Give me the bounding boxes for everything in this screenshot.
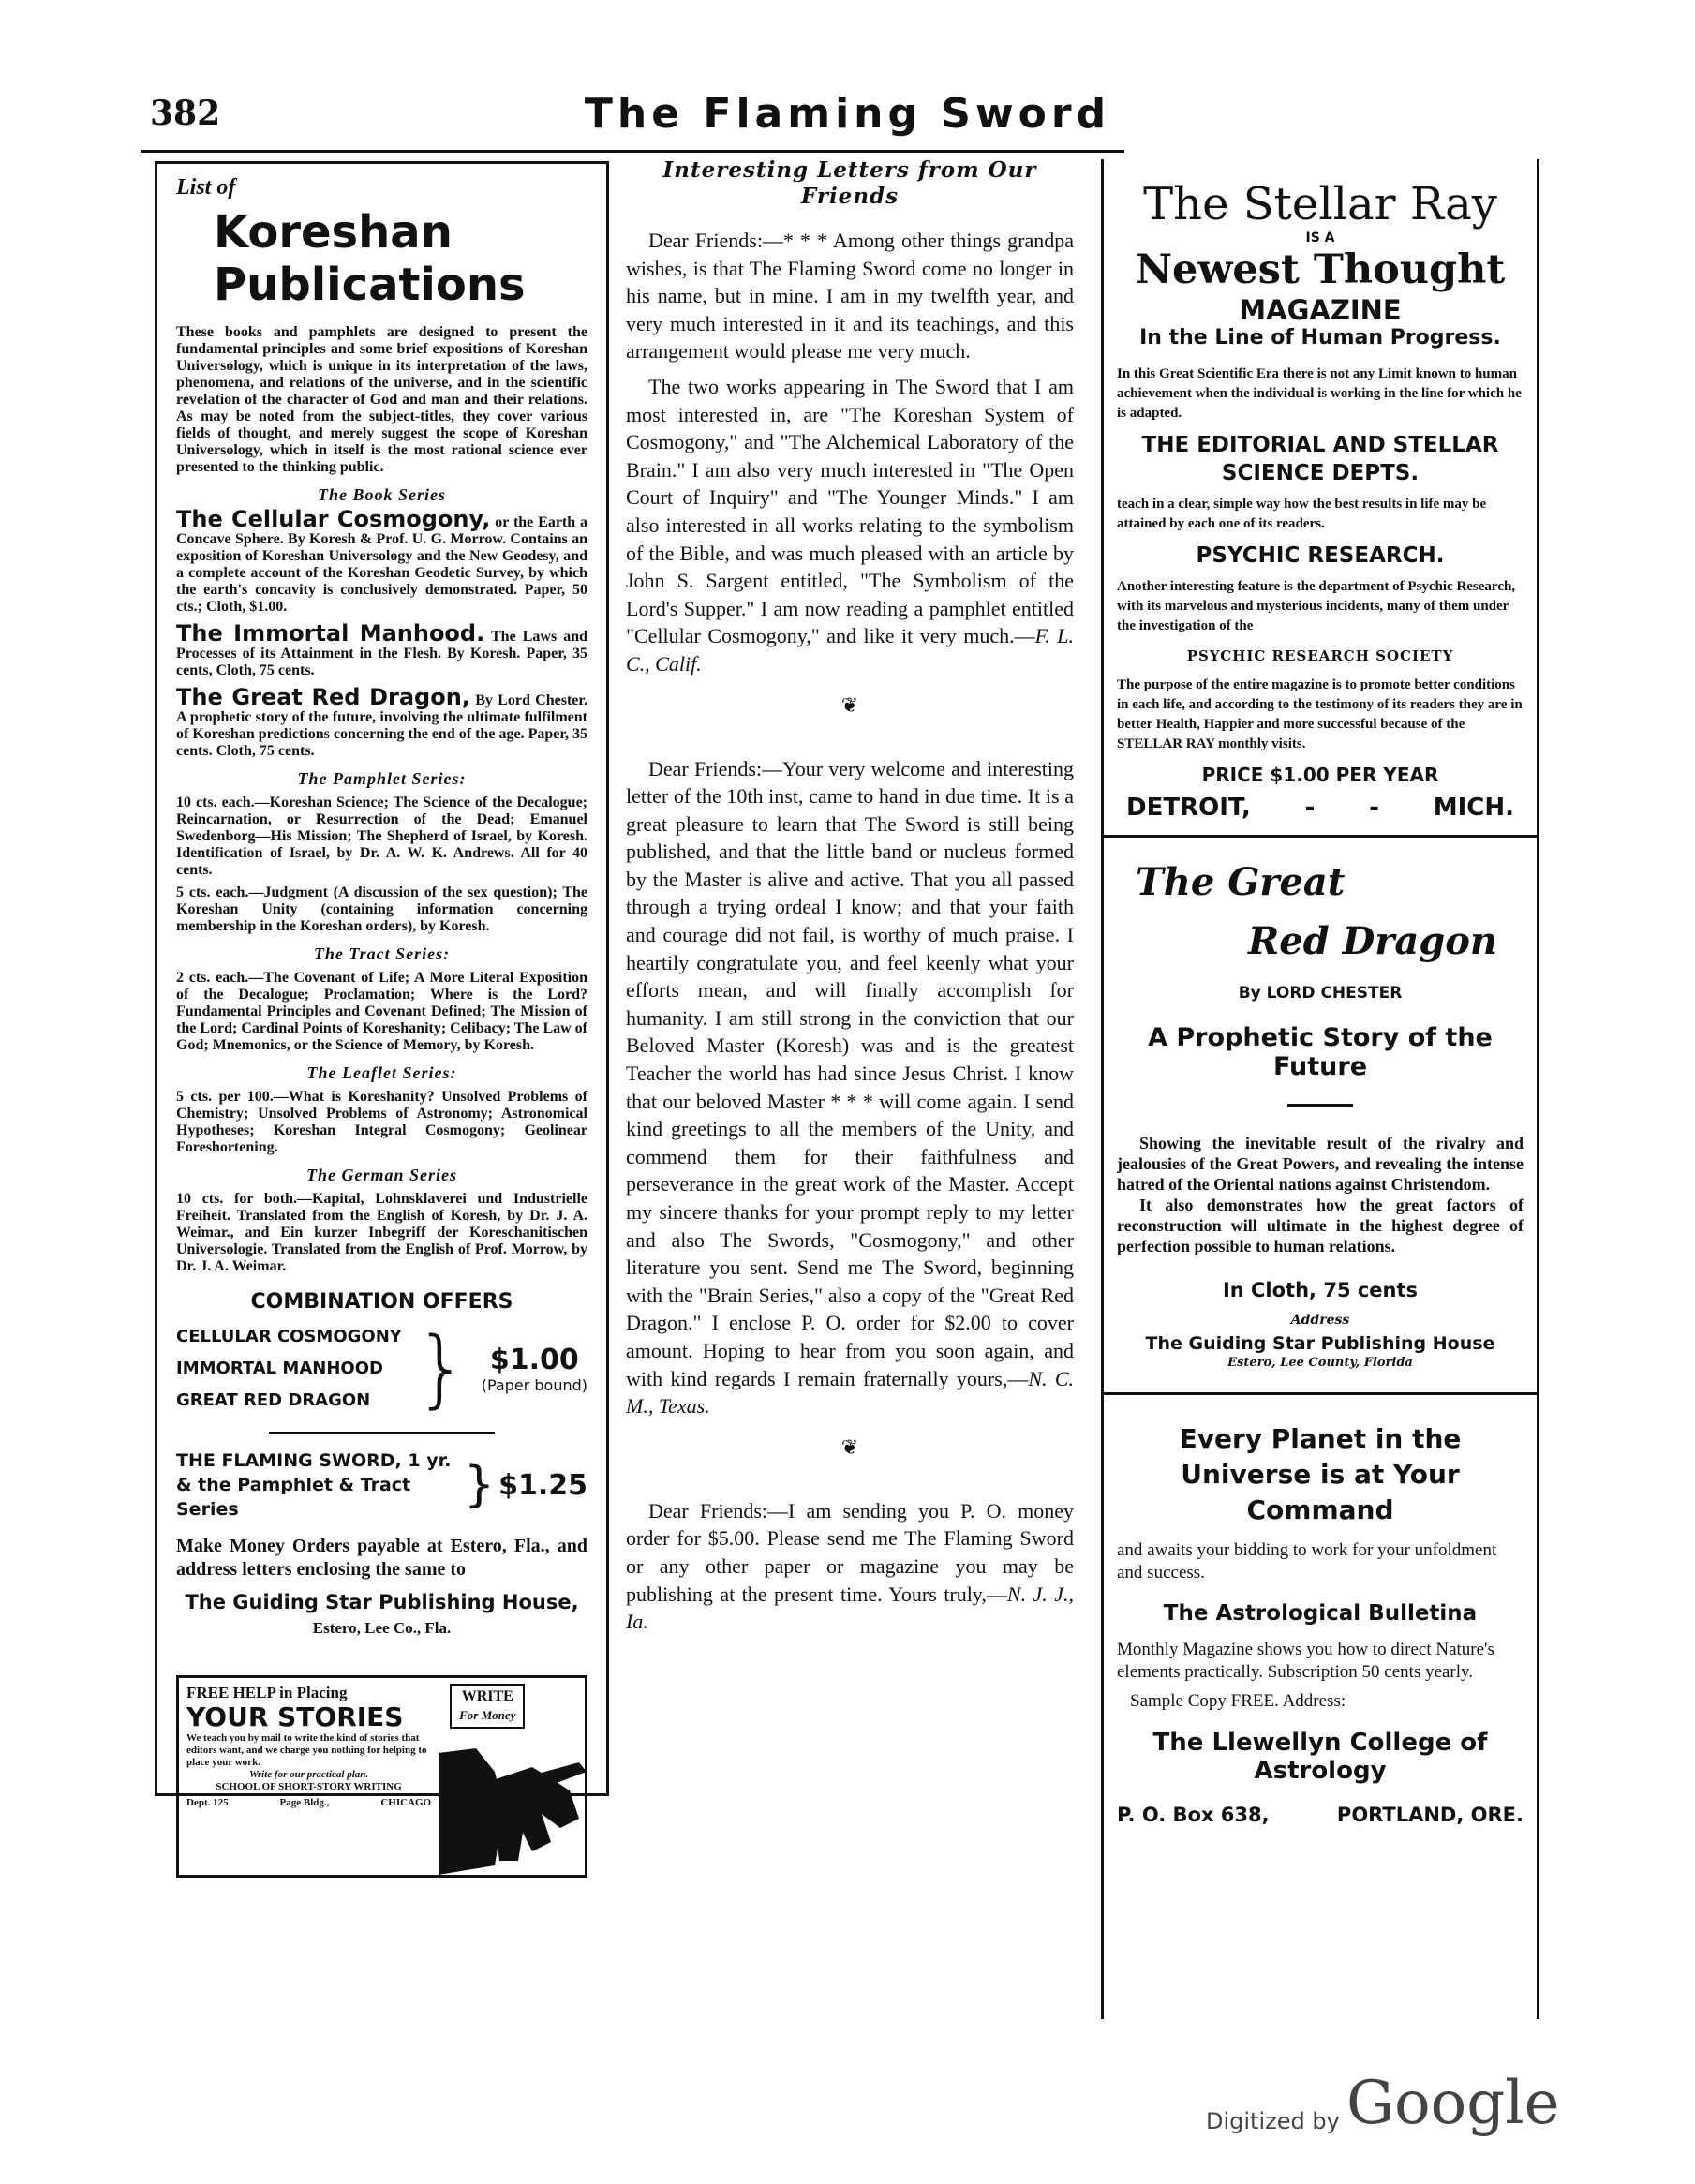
ad-dept: Dept. 125 [186, 1797, 229, 1808]
stellar-ray-title: The Stellar Ray [1143, 178, 1497, 230]
letter-paragraph [626, 1497, 1074, 1636]
combo-note: (Paper bound) [481, 1376, 587, 1394]
letter-paragraph [626, 373, 1074, 678]
ad-line1: FREE HELP in Placing [186, 1684, 348, 1701]
letter-paragraph: Dear Friends:—* * * Among other things grandpa wishes, is that The Flaming Sword come no longer in his name, but in mine. I am in my twelfth year, and very much interested in it and its teachings, and this arrangement would please me very much. [626, 229, 1074, 364]
psychic-society: PSYCHIC RESEARCH SOCIETY [1186, 647, 1454, 664]
pamphlet-series-text-2: 5 cts. each.—Judgment (A discussion of the sex question); The Koreshan Unity (containing information concerning membership in the Koreshan orders), by Koresh. [176, 884, 587, 934]
write-label: WRITE [461, 1688, 513, 1704]
llewellyn-college: The Llewellyn College of Astrology [1152, 1729, 1488, 1785]
book-title: The Cellular Cosmogony, [176, 506, 491, 532]
flaming-sword-offer [176, 1449, 587, 1522]
german-series-heading: The German Series [306, 1166, 457, 1184]
digitized-by-label: Digitized by [1206, 2108, 1340, 2134]
dash: - [1369, 794, 1379, 822]
brace-icon: } [414, 1319, 468, 1418]
letter-text: Dear Friends:—Your very welcome and interesting letter of the 10th inst, came to hand in due time. It is a great pleasure to learn that The Sword is still being published, and that the little band or nucleus formed by the Master is alive and active. That you all passed through a trying ordeal I know; and that your faith and courage did not fail, is worthy of much praise. I heartily congratulate you, and feel keenly what your efforts mean, and will finally accomplish for humanity. I am still strong in the conviction that our Beloved Master (Koresh) was and is the greatest Teacher the world has had since Jesus Christ. I know that our beloved Master * * * will come again. I send kind greetings to all the members of the Unity, and commend them for their faithfulness and perseverance in the great work of the Master. Accept my sincere thanks for your prompt reply to my letter and also The Swords, "Cosmogony," and other literature you sent. Send me The Sword, beginning with the "Brain Series," also a copy of the "Great Red Dragon." I enclose P. O. order for $2.00 to cover amount. Hoping to hear from you soon again, and with kind regards I remain fraternally yours,— [626, 756, 1074, 1390]
divider [1104, 835, 1537, 838]
google-logo: Google [1346, 2069, 1560, 2138]
digitized-watermark [1206, 2069, 1581, 2144]
great-red-dragon-ad [1104, 851, 1537, 1379]
ad-hand-image [439, 1678, 585, 1875]
list-of-label: List of [176, 175, 236, 200]
order-instructions: Make Money Orders payable at Estero, Fla., and address letters enclosing the same to [176, 1536, 587, 1580]
magazine-label: MAGAZINE [1239, 294, 1402, 326]
ad-city: CHICAGO [380, 1797, 432, 1808]
bulletina-text: Monthly Magazine shows you how to direct Nature's elements practically. Subscription 50 cents yearly. [1117, 1640, 1494, 1682]
combo-item: IMMORTAL MANHOOD [176, 1359, 383, 1378]
astrology-ad [1104, 1408, 1537, 1839]
ad-text [179, 1678, 439, 1875]
koreshan-title-line1: Koreshan [214, 206, 453, 259]
leaflet-series-text: 5 cts. per 100.—What is Koreshanity? Unsolved Problems of Chemistry; Unsolved Problems of Astronomy; Astronomical Hypotheses; Koreshan Integral Cosmogony; Geolinear Foreshortening. [176, 1089, 587, 1155]
letters-heading: Interesting Letters from Our Friends [662, 157, 1037, 209]
publisher-address: Estero, Lee Co., Fla. [312, 1619, 452, 1637]
koreshan-title [214, 206, 587, 311]
write-for-money-label [450, 1684, 525, 1729]
combo-item: CELLULAR COSMOGONY [176, 1327, 402, 1346]
combo-price: $1.00 [489, 1344, 579, 1376]
divider [1104, 1392, 1537, 1395]
state: MICH. [1433, 794, 1514, 822]
intro-text: These books and pamphlets are designed to present the fundamental principles and some brief expositions of Koreshan Universology, which is unique in its interpretation of the laws, phenomena, and relations of the universe, and in the scientific revelation of the character of God and man and their relations. As may be noted from the subject-titles, they cover various fields of thought, and merely suggest the scope of Koreshan Universology, which in itself is the most rational science ever presented to the thinking public. [176, 324, 587, 475]
divider [1287, 1104, 1353, 1107]
dragon-title-line1: The Great [1136, 860, 1346, 904]
psychic-heading: PSYCHIC RESEARCH. [1196, 543, 1445, 568]
stellar-text: The purpose of the entire magazine is to promote better conditions in each life, and according to the testimony of its readers they are in better Health, Happier and more successful because of the STELLAR RAY monthly visits. [1117, 677, 1523, 751]
ad-bldg: Page Bldg., [279, 1797, 330, 1808]
tract-series-text: 2 cts. each.—The Covenant of Life; A More Literal Exposition of the Decalogue; Proclamation; Where is the Lord? Fundamental Principles and Covenant Defined; The Mission of the Lord; Cardinal Points of Koreshanity; Celibacy; The Law of God; Mnemonics, or the Science of Memory, by Koresh. [176, 970, 587, 1053]
llewellyn-address [1117, 1804, 1524, 1826]
fs-offer-line2: & the Pamphlet & Tract Series [176, 1475, 411, 1520]
sample-copy: Sample Copy FREE. Address: [1130, 1691, 1346, 1711]
editorial-heading: THE EDITORIAL AND STELLAR SCIENCE DEPTS. [1141, 433, 1499, 485]
page-title: The Flaming Sword [584, 90, 1111, 138]
dragon-author: By LORD CHESTER [1238, 984, 1403, 1003]
book-entry [176, 506, 588, 616]
newest-thought-label: Newest Thought [1135, 246, 1506, 293]
koreshan-title-line2: Publications [214, 259, 526, 311]
book-text: By Lord Chester. A prophetic story of the future, involving the ultimate fulfilment of Koreshan predictions concerning the end of the age. Paper, 35 cents. Cloth, 75 cents. [176, 692, 588, 759]
dash: - [1304, 794, 1316, 822]
letter-signature: F. L. C., Calif. [626, 624, 1074, 676]
fleuron-icon: ❦ [840, 1434, 859, 1459]
is-a-label: IS A [1305, 230, 1335, 245]
letters-column [626, 157, 1074, 1891]
gsp-name: The Guiding Star Publishing House [1145, 1333, 1495, 1354]
portland: PORTLAND, ORE. [1336, 1804, 1524, 1826]
brace-icon: } [464, 1457, 496, 1513]
letter [626, 1497, 1074, 1636]
stellar-text: teach in a clear, simple way how the best results in life may be attained by each one of its readers. [1117, 497, 1487, 531]
letter-signature: N. J. J., Ia. [626, 1582, 1074, 1634]
for-money-label: For Money [459, 1708, 516, 1722]
letter-text: The two works appearing in The Sword that I am most interested in, are "The Koreshan System of Cosmogony," and "The Alchemical Laboratory of the Brain." I am also very much interested in "The Open Court of Inquiry" and "The Younger Minds." I am also interested in all works relating to the symbolism of the Bible, and was much pleased with an article by John S. Sargent entitled, "The Symbolism of the Lord's Supper." I am now reading a pamphlet entitled "Cellular Cosmogony," and like it very much.— [626, 374, 1074, 648]
fs-offer-text [176, 1449, 460, 1522]
book-text: or the Earth a Concave Sphere. By Koresh & Prof. U. G. Morrow. Contains an exposition of Koreshan Universology and the New Geodesy, and a complete account of the Koreshan Geodetic Survey, by which the earth's concavity is conclusively demonstrated. Paper, 50 cts.; Cloth, $1.00. [176, 514, 588, 615]
book-text: The Laws and Processes of its Attainment in the Flesh. By Koresh. Paper, 35 cents, Cloth, 75 cents. [176, 629, 588, 678]
advertisements-column [1101, 159, 1539, 2019]
dragon-paragraph: Showing the inevitable result of the rivalry and jealousies of the Great Powers, and revealing the intense hatred of the Oriental nations against Christendom. [1117, 1134, 1524, 1194]
dragon-subtitle: A Prophetic Story of the Future [1148, 1023, 1493, 1081]
letter [626, 755, 1074, 1420]
story-writing-ad [176, 1675, 587, 1878]
stellar-text: In this Great Scientific Era there is not any Limit known to human achievement when the individual is working in the line for which he is adapted. [1117, 366, 1522, 421]
divider [269, 1432, 495, 1434]
fs-offer-line1: THE FLAMING SWORD, 1 yr. [176, 1450, 452, 1471]
pamphlet-series-heading: The Pamphlet Series: [297, 769, 467, 788]
stellar-text: Another interesting feature is the department of Psychic Research, with its marvelous and mysterious incidents, many of them under the investigation of the [1117, 579, 1516, 633]
dragon-price: In Cloth, 75 cents [1222, 1279, 1419, 1301]
po-box: P. O. Box 638, [1117, 1804, 1270, 1826]
combination-offers-heading: COMBINATION OFFERS [250, 1290, 513, 1314]
ad-school: SCHOOL OF SHORT-STORY WRITING [216, 1781, 402, 1792]
stellar-price: PRICE $1.00 PER YEAR [1201, 764, 1439, 786]
book-title: The Great Red Dragon, [176, 684, 470, 710]
book-entry [176, 620, 588, 679]
page-number: 382 [150, 94, 221, 133]
bulletina-heading: The Astrological Bulletina [1163, 1601, 1478, 1626]
german-series-text: 10 cts. for both.—Kapital, Lohnsklaverei und Industrielle Freiheit. Translated from the English of Koresh, by Dr. J. A. Weimar., and Ein kurzer Inbegriff der Koreschanitischen Universologie. Translated from the English of Prof. Morrow, by Dr. J. A. Weimar. [176, 1191, 587, 1274]
stellar-ray-ad [1104, 159, 1537, 822]
planet-heading: Every Planet in the Universe is at Your Command [1179, 1423, 1462, 1525]
leaflet-series-heading: The Leaflet Series: [306, 1063, 457, 1082]
letter [626, 227, 1074, 678]
combo-price-block [482, 1344, 587, 1394]
planet-text: and awaits your bidding to work for your unfoldment and success. [1117, 1540, 1497, 1582]
letter-signature: N. C. M., Texas. [626, 1366, 1074, 1419]
stellar-location [1126, 794, 1514, 822]
ad-line2: YOUR STORIES [186, 1701, 404, 1732]
header-rule [141, 150, 1124, 153]
letter-text: Dear Friends:—I am sending you P. O. money order for $5.00. Please send me The Flaming Sword or any other paper or magazine you may be publishing at the present time. Yours truly,— [626, 1498, 1074, 1606]
ad-italic: Write for our practical plan. [248, 1769, 369, 1780]
tract-series-heading: The Tract Series: [313, 944, 451, 963]
city: DETROIT, [1126, 794, 1251, 822]
ad-body: We teach you by mail to write the kind of stories that editors want, and we charge you nothing for helping to place your work. [186, 1732, 427, 1768]
combination-offer [176, 1321, 587, 1417]
fleuron-icon: ❦ [840, 692, 859, 717]
publisher-name: The Guiding Star Publishing House, [185, 1591, 579, 1613]
koreshan-publications-panel [155, 161, 609, 1808]
book-series-heading: The Book Series [317, 485, 446, 504]
combo-item: GREAT RED DRAGON [176, 1390, 371, 1410]
dragon-description [1117, 1133, 1524, 1256]
address-label: Address [1290, 1313, 1350, 1328]
gsp-address: Estero, Lee County, Florida [1227, 1356, 1413, 1370]
ad-footer [186, 1797, 431, 1808]
dragon-title-line2: Red Dragon [1248, 919, 1497, 963]
dragon-paragraph: It also demonstrates how the great factors of reconstruction will ultimate in the highest degree of perfection possible to human relations. [1117, 1196, 1524, 1255]
letter-paragraph [626, 755, 1074, 1420]
combination-list [176, 1321, 402, 1417]
line-of-progress: In the Line of Human Progress. [1139, 326, 1501, 349]
book-title: The Immortal Manhood. [176, 620, 485, 646]
fs-offer-price: $1.25 [498, 1468, 587, 1502]
book-entry [176, 684, 588, 760]
pamphlet-series-text: 10 cts. each.—Koreshan Science; The Science of the Decalogue; Reincarnation, or Resurrection of the Dead; Emanuel Swedenborg—His Mission; The Shepherd of Israel, by Koresh. Identification of Israel, by Dr. A. W. K. Andrews. All for 40 cents. [176, 795, 587, 878]
